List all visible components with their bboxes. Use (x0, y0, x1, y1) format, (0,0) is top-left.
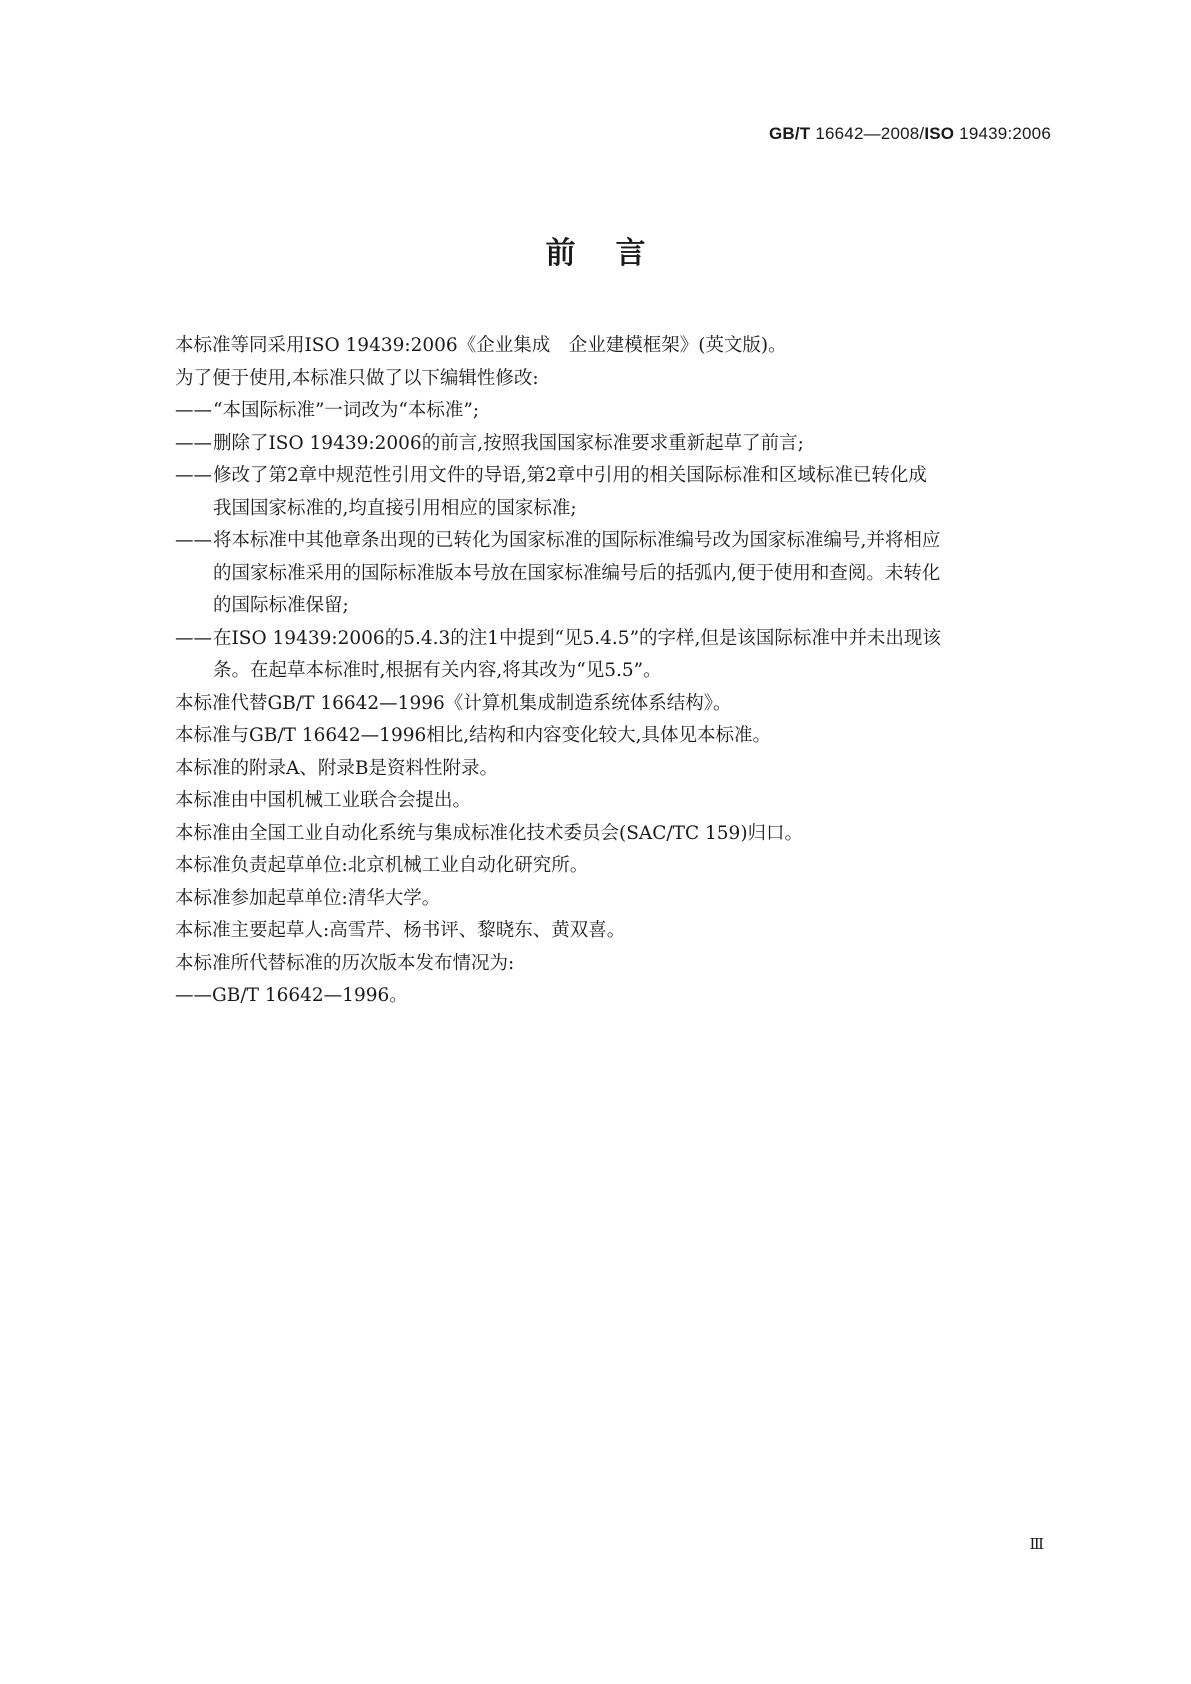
paragraph: 本标准参加起草单位:清华大学。 (175, 887, 441, 909)
dash-marker: —— (175, 530, 212, 551)
list-item (175, 428, 1055, 461)
paragraph: 本标准的附录A、附录B是资料性附录。 (175, 757, 498, 779)
list-item (175, 395, 1055, 428)
list-item-text: 的国际标准保留; (213, 595, 349, 616)
paragraph: 本标准主要起草人:高雪芹、杨书评、黎晓东、黄双喜。 (175, 920, 626, 941)
list-item (175, 525, 1055, 623)
header-iso-prefix: ISO (924, 124, 955, 143)
paragraph: 本标准所代替标准的历次版本发布情况为: (175, 952, 515, 974)
paragraph: 本标准与GB/T 16642—1996相比,结构和内容变化较大,具体见本标准。 (175, 725, 772, 746)
history-item (175, 980, 1055, 1013)
foreword-body (175, 330, 1055, 1013)
paragraph: 本标准负责起草单位:北京机械工业自动化研究所。 (175, 855, 589, 876)
list-item-text: “本国际标准”一词改为“本标准”; (213, 400, 480, 421)
paragraph: 为了便于使用,本标准只做了以下编辑性修改: (175, 367, 539, 389)
header-iso-number: 19439:2006 (959, 124, 1051, 143)
list-item-text: 修改了第2章中规范性引用文件的导语,第2章中引用的相关国际标准和区域标准已转化成 (213, 465, 927, 486)
dash-marker: —— (175, 627, 212, 649)
dash-marker: —— (175, 432, 212, 454)
header-std-code: GB/T (768, 124, 811, 143)
paragraph: 本标准代替GB/T 16642—1996《计算机集成制造系统体系结构》。 (175, 692, 732, 714)
list-item (175, 460, 1055, 525)
dash-marker: —— (175, 400, 212, 421)
header-std-number: 16642—2008/ (815, 124, 925, 143)
document-header (769, 124, 1051, 144)
dash-marker: —— (175, 985, 212, 1006)
list-item-text: 条。在起草本标准时,根据有关内容,将其改为“见5.5”。 (213, 660, 662, 681)
list-item-text: 在ISO 19439:2006的5.4.3的注1中提到“见5.4.5”的字样,但是该国际标准中并未出现该 (213, 627, 941, 649)
list-item-text: 我国国家标准的,均直接引用相应的国家标准; (213, 497, 577, 519)
list-item (175, 623, 1055, 688)
history-item-text: GB/T 16642—1996。 (212, 985, 408, 1006)
dash-marker: —— (175, 465, 212, 486)
page-number: Ⅲ (1029, 1535, 1045, 1553)
paragraph: 本标准等同采用ISO 19439:2006《企业集成 企业建模框架》(英文版)。 (175, 335, 787, 356)
paragraph: 本标准由全国工业自动化系统与集成标准化技术委员会(SAC/TC 159)归口。 (175, 822, 804, 844)
page-title: 前言 (545, 236, 686, 271)
paragraph: 本标准由中国机械工业联合会提出。 (175, 790, 472, 811)
list-item-text: 的国家标准采用的国际标准版本号放在国家标准编号后的括弧内,便于使用和查阅。未转化 (213, 562, 941, 584)
list-item-text: 删除了ISO 19439:2006的前言,按照我国国家标准要求重新起草了前言; (213, 432, 804, 454)
list-item-text: 将本标准中其他章条出现的已转化为国家标准的国际标准编号改为国家标准编号,并将相应 (213, 530, 941, 551)
